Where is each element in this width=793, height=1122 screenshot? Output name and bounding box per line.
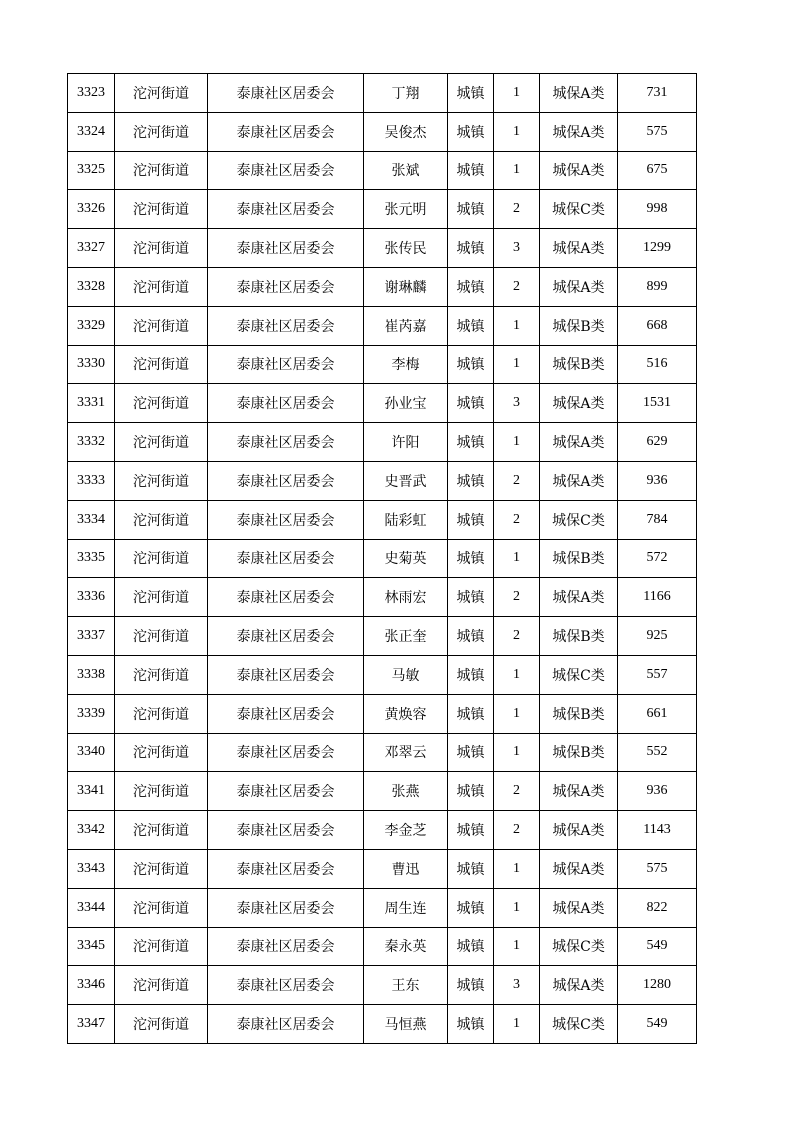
amount-cell: 675	[618, 151, 697, 190]
community-cell: 泰康社区居委会	[208, 229, 364, 268]
category-cell: 城保A类	[540, 229, 618, 268]
amount-cell: 1299	[618, 229, 697, 268]
amount-cell: 936	[618, 461, 697, 500]
amount-cell: 549	[618, 927, 697, 966]
area-type-cell: 城镇	[448, 229, 494, 268]
name-cell: 周生连	[364, 888, 448, 927]
area-type-cell: 城镇	[448, 966, 494, 1005]
area-type-cell: 城镇	[448, 461, 494, 500]
amount-cell: 661	[618, 694, 697, 733]
community-cell: 泰康社区居委会	[208, 888, 364, 927]
household-size-cell: 3	[494, 966, 540, 1005]
area-type-cell: 城镇	[448, 500, 494, 539]
area-type-cell: 城镇	[448, 733, 494, 772]
serial-cell: 3331	[68, 384, 115, 423]
category-cell: 城保C类	[540, 500, 618, 539]
serial-cell: 3325	[68, 151, 115, 190]
amount-cell: 1143	[618, 811, 697, 850]
category-cell: 城保C类	[540, 1005, 618, 1044]
street-cell: 沱河街道	[115, 655, 208, 694]
street-cell: 沱河街道	[115, 306, 208, 345]
serial-cell: 3340	[68, 733, 115, 772]
community-cell: 泰康社区居委会	[208, 74, 364, 113]
amount-cell: 784	[618, 500, 697, 539]
community-cell: 泰康社区居委会	[208, 190, 364, 229]
street-cell: 沱河街道	[115, 345, 208, 384]
serial-cell: 3336	[68, 578, 115, 617]
amount-cell: 575	[618, 112, 697, 151]
name-cell: 黄焕容	[364, 694, 448, 733]
table-row	[68, 384, 697, 423]
table-row	[68, 927, 697, 966]
street-cell: 沱河街道	[115, 849, 208, 888]
serial-cell: 3343	[68, 849, 115, 888]
category-cell: 城保A类	[540, 112, 618, 151]
table-row	[68, 229, 697, 268]
category-cell: 城保C类	[540, 927, 618, 966]
street-cell: 沱河街道	[115, 966, 208, 1005]
street-cell: 沱河街道	[115, 423, 208, 462]
community-cell: 泰康社区居委会	[208, 655, 364, 694]
household-size-cell: 2	[494, 461, 540, 500]
household-size-cell: 1	[494, 74, 540, 113]
serial-cell: 3347	[68, 1005, 115, 1044]
table-row	[68, 811, 697, 850]
household-size-cell: 1	[494, 733, 540, 772]
community-cell: 泰康社区居委会	[208, 500, 364, 539]
table-row	[68, 655, 697, 694]
household-size-cell: 1	[494, 1005, 540, 1044]
area-type-cell: 城镇	[448, 190, 494, 229]
table-row	[68, 461, 697, 500]
name-cell: 邓翠云	[364, 733, 448, 772]
amount-cell: 549	[618, 1005, 697, 1044]
street-cell: 沱河街道	[115, 694, 208, 733]
amount-cell: 731	[618, 74, 697, 113]
table-row	[68, 423, 697, 462]
name-cell: 张正奎	[364, 617, 448, 656]
serial-cell: 3337	[68, 617, 115, 656]
community-cell: 泰康社区居委会	[208, 151, 364, 190]
community-cell: 泰康社区居委会	[208, 539, 364, 578]
amount-cell: 925	[618, 617, 697, 656]
amount-cell: 629	[618, 423, 697, 462]
area-type-cell: 城镇	[448, 655, 494, 694]
household-size-cell: 1	[494, 151, 540, 190]
household-size-cell: 2	[494, 811, 540, 850]
table-row	[68, 772, 697, 811]
household-size-cell: 1	[494, 306, 540, 345]
amount-cell: 936	[618, 772, 697, 811]
category-cell: 城保B类	[540, 539, 618, 578]
area-type-cell: 城镇	[448, 345, 494, 384]
community-cell: 泰康社区居委会	[208, 927, 364, 966]
street-cell: 沱河街道	[115, 151, 208, 190]
household-size-cell: 1	[494, 849, 540, 888]
name-cell: 马恒燕	[364, 1005, 448, 1044]
category-cell: 城保B类	[540, 617, 618, 656]
category-cell: 城保B类	[540, 733, 618, 772]
amount-cell: 822	[618, 888, 697, 927]
serial-cell: 3330	[68, 345, 115, 384]
household-size-cell: 3	[494, 384, 540, 423]
name-cell: 孙业宝	[364, 384, 448, 423]
category-cell: 城保A类	[540, 423, 618, 462]
area-type-cell: 城镇	[448, 927, 494, 966]
household-size-cell: 1	[494, 655, 540, 694]
area-type-cell: 城镇	[448, 151, 494, 190]
community-cell: 泰康社区居委会	[208, 345, 364, 384]
table-row	[68, 112, 697, 151]
amount-cell: 552	[618, 733, 697, 772]
street-cell: 沱河街道	[115, 229, 208, 268]
category-cell: 城保A类	[540, 888, 618, 927]
street-cell: 沱河街道	[115, 190, 208, 229]
serial-cell: 3329	[68, 306, 115, 345]
community-cell: 泰康社区居委会	[208, 811, 364, 850]
street-cell: 沱河街道	[115, 617, 208, 656]
household-size-cell: 2	[494, 267, 540, 306]
street-cell: 沱河街道	[115, 927, 208, 966]
table-row	[68, 578, 697, 617]
area-type-cell: 城镇	[448, 578, 494, 617]
table-row	[68, 733, 697, 772]
area-type-cell: 城镇	[448, 888, 494, 927]
household-size-cell: 2	[494, 617, 540, 656]
name-cell: 马敏	[364, 655, 448, 694]
name-cell: 秦永英	[364, 927, 448, 966]
amount-cell: 1531	[618, 384, 697, 423]
category-cell: 城保A类	[540, 811, 618, 850]
street-cell: 沱河街道	[115, 461, 208, 500]
community-cell: 泰康社区居委会	[208, 617, 364, 656]
community-cell: 泰康社区居委会	[208, 384, 364, 423]
table-row	[68, 74, 697, 113]
area-type-cell: 城镇	[448, 539, 494, 578]
table-row	[68, 888, 697, 927]
name-cell: 张斌	[364, 151, 448, 190]
household-size-cell: 3	[494, 229, 540, 268]
community-cell: 泰康社区居委会	[208, 112, 364, 151]
area-type-cell: 城镇	[448, 384, 494, 423]
community-cell: 泰康社区居委会	[208, 733, 364, 772]
household-size-cell: 2	[494, 500, 540, 539]
category-cell: 城保A类	[540, 966, 618, 1005]
table-row	[68, 500, 697, 539]
category-cell: 城保A类	[540, 578, 618, 617]
street-cell: 沱河街道	[115, 384, 208, 423]
community-cell: 泰康社区居委会	[208, 578, 364, 617]
table-row	[68, 267, 697, 306]
amount-cell: 557	[618, 655, 697, 694]
name-cell: 李梅	[364, 345, 448, 384]
name-cell: 张元明	[364, 190, 448, 229]
table-row	[68, 966, 697, 1005]
amount-cell: 899	[618, 267, 697, 306]
serial-cell: 3346	[68, 966, 115, 1005]
community-cell: 泰康社区居委会	[208, 772, 364, 811]
category-cell: 城保A类	[540, 384, 618, 423]
amount-cell: 575	[618, 849, 697, 888]
table-row	[68, 849, 697, 888]
area-type-cell: 城镇	[448, 267, 494, 306]
street-cell: 沱河街道	[115, 888, 208, 927]
community-cell: 泰康社区居委会	[208, 1005, 364, 1044]
name-cell: 许阳	[364, 423, 448, 462]
street-cell: 沱河街道	[115, 811, 208, 850]
household-size-cell: 1	[494, 345, 540, 384]
household-size-cell: 1	[494, 112, 540, 151]
category-cell: 城保A类	[540, 267, 618, 306]
table-row	[68, 539, 697, 578]
table-row	[68, 345, 697, 384]
community-cell: 泰康社区居委会	[208, 849, 364, 888]
street-cell: 沱河街道	[115, 539, 208, 578]
household-size-cell: 2	[494, 578, 540, 617]
amount-cell: 516	[618, 345, 697, 384]
name-cell: 史晋武	[364, 461, 448, 500]
name-cell: 张燕	[364, 772, 448, 811]
amount-cell: 1280	[618, 966, 697, 1005]
area-type-cell: 城镇	[448, 617, 494, 656]
area-type-cell: 城镇	[448, 772, 494, 811]
amount-cell: 998	[618, 190, 697, 229]
serial-cell: 3328	[68, 267, 115, 306]
serial-cell: 3323	[68, 74, 115, 113]
category-cell: 城保A类	[540, 151, 618, 190]
amount-cell: 1166	[618, 578, 697, 617]
area-type-cell: 城镇	[448, 811, 494, 850]
household-size-cell: 2	[494, 772, 540, 811]
table-row	[68, 190, 697, 229]
area-type-cell: 城镇	[448, 306, 494, 345]
name-cell: 史菊英	[364, 539, 448, 578]
household-size-cell: 1	[494, 539, 540, 578]
street-cell: 沱河街道	[115, 578, 208, 617]
name-cell: 谢琳麟	[364, 267, 448, 306]
table-body	[68, 74, 697, 1044]
table-row	[68, 1005, 697, 1044]
name-cell: 林雨宏	[364, 578, 448, 617]
street-cell: 沱河街道	[115, 267, 208, 306]
area-type-cell: 城镇	[448, 1005, 494, 1044]
table-row	[68, 617, 697, 656]
serial-cell: 3335	[68, 539, 115, 578]
name-cell: 王东	[364, 966, 448, 1005]
category-cell: 城保A类	[540, 849, 618, 888]
street-cell: 沱河街道	[115, 500, 208, 539]
category-cell: 城保A类	[540, 461, 618, 500]
serial-cell: 3344	[68, 888, 115, 927]
serial-cell: 3339	[68, 694, 115, 733]
community-cell: 泰康社区居委会	[208, 423, 364, 462]
community-cell: 泰康社区居委会	[208, 461, 364, 500]
category-cell: 城保C类	[540, 190, 618, 229]
area-type-cell: 城镇	[448, 694, 494, 733]
name-cell: 丁翔	[364, 74, 448, 113]
household-size-cell: 1	[494, 888, 540, 927]
area-type-cell: 城镇	[448, 849, 494, 888]
community-cell: 泰康社区居委会	[208, 306, 364, 345]
household-size-cell: 2	[494, 190, 540, 229]
amount-cell: 572	[618, 539, 697, 578]
serial-cell: 3327	[68, 229, 115, 268]
street-cell: 沱河街道	[115, 733, 208, 772]
household-size-cell: 1	[494, 694, 540, 733]
name-cell: 崔芮嘉	[364, 306, 448, 345]
area-type-cell: 城镇	[448, 74, 494, 113]
street-cell: 沱河街道	[115, 74, 208, 113]
serial-cell: 3324	[68, 112, 115, 151]
name-cell: 陆彩虹	[364, 500, 448, 539]
category-cell: 城保B类	[540, 345, 618, 384]
serial-cell: 3341	[68, 772, 115, 811]
category-cell: 城保B类	[540, 306, 618, 345]
community-cell: 泰康社区居委会	[208, 694, 364, 733]
area-type-cell: 城镇	[448, 112, 494, 151]
table-row	[68, 306, 697, 345]
serial-cell: 3338	[68, 655, 115, 694]
table-row	[68, 151, 697, 190]
name-cell: 张传民	[364, 229, 448, 268]
category-cell: 城保A类	[540, 772, 618, 811]
category-cell: 城保B类	[540, 694, 618, 733]
serial-cell: 3333	[68, 461, 115, 500]
serial-cell: 3342	[68, 811, 115, 850]
serial-cell: 3334	[68, 500, 115, 539]
serial-cell: 3332	[68, 423, 115, 462]
community-cell: 泰康社区居委会	[208, 267, 364, 306]
street-cell: 沱河街道	[115, 1005, 208, 1044]
community-cell: 泰康社区居委会	[208, 966, 364, 1005]
serial-cell: 3345	[68, 927, 115, 966]
table-row	[68, 694, 697, 733]
street-cell: 沱河街道	[115, 112, 208, 151]
amount-cell: 668	[618, 306, 697, 345]
category-cell: 城保C类	[540, 655, 618, 694]
data-table	[67, 73, 697, 1044]
name-cell: 吴俊杰	[364, 112, 448, 151]
street-cell: 沱河街道	[115, 772, 208, 811]
category-cell: 城保A类	[540, 74, 618, 113]
household-size-cell: 1	[494, 927, 540, 966]
area-type-cell: 城镇	[448, 423, 494, 462]
household-size-cell: 1	[494, 423, 540, 462]
serial-cell: 3326	[68, 190, 115, 229]
name-cell: 曹迅	[364, 849, 448, 888]
name-cell: 李金芝	[364, 811, 448, 850]
